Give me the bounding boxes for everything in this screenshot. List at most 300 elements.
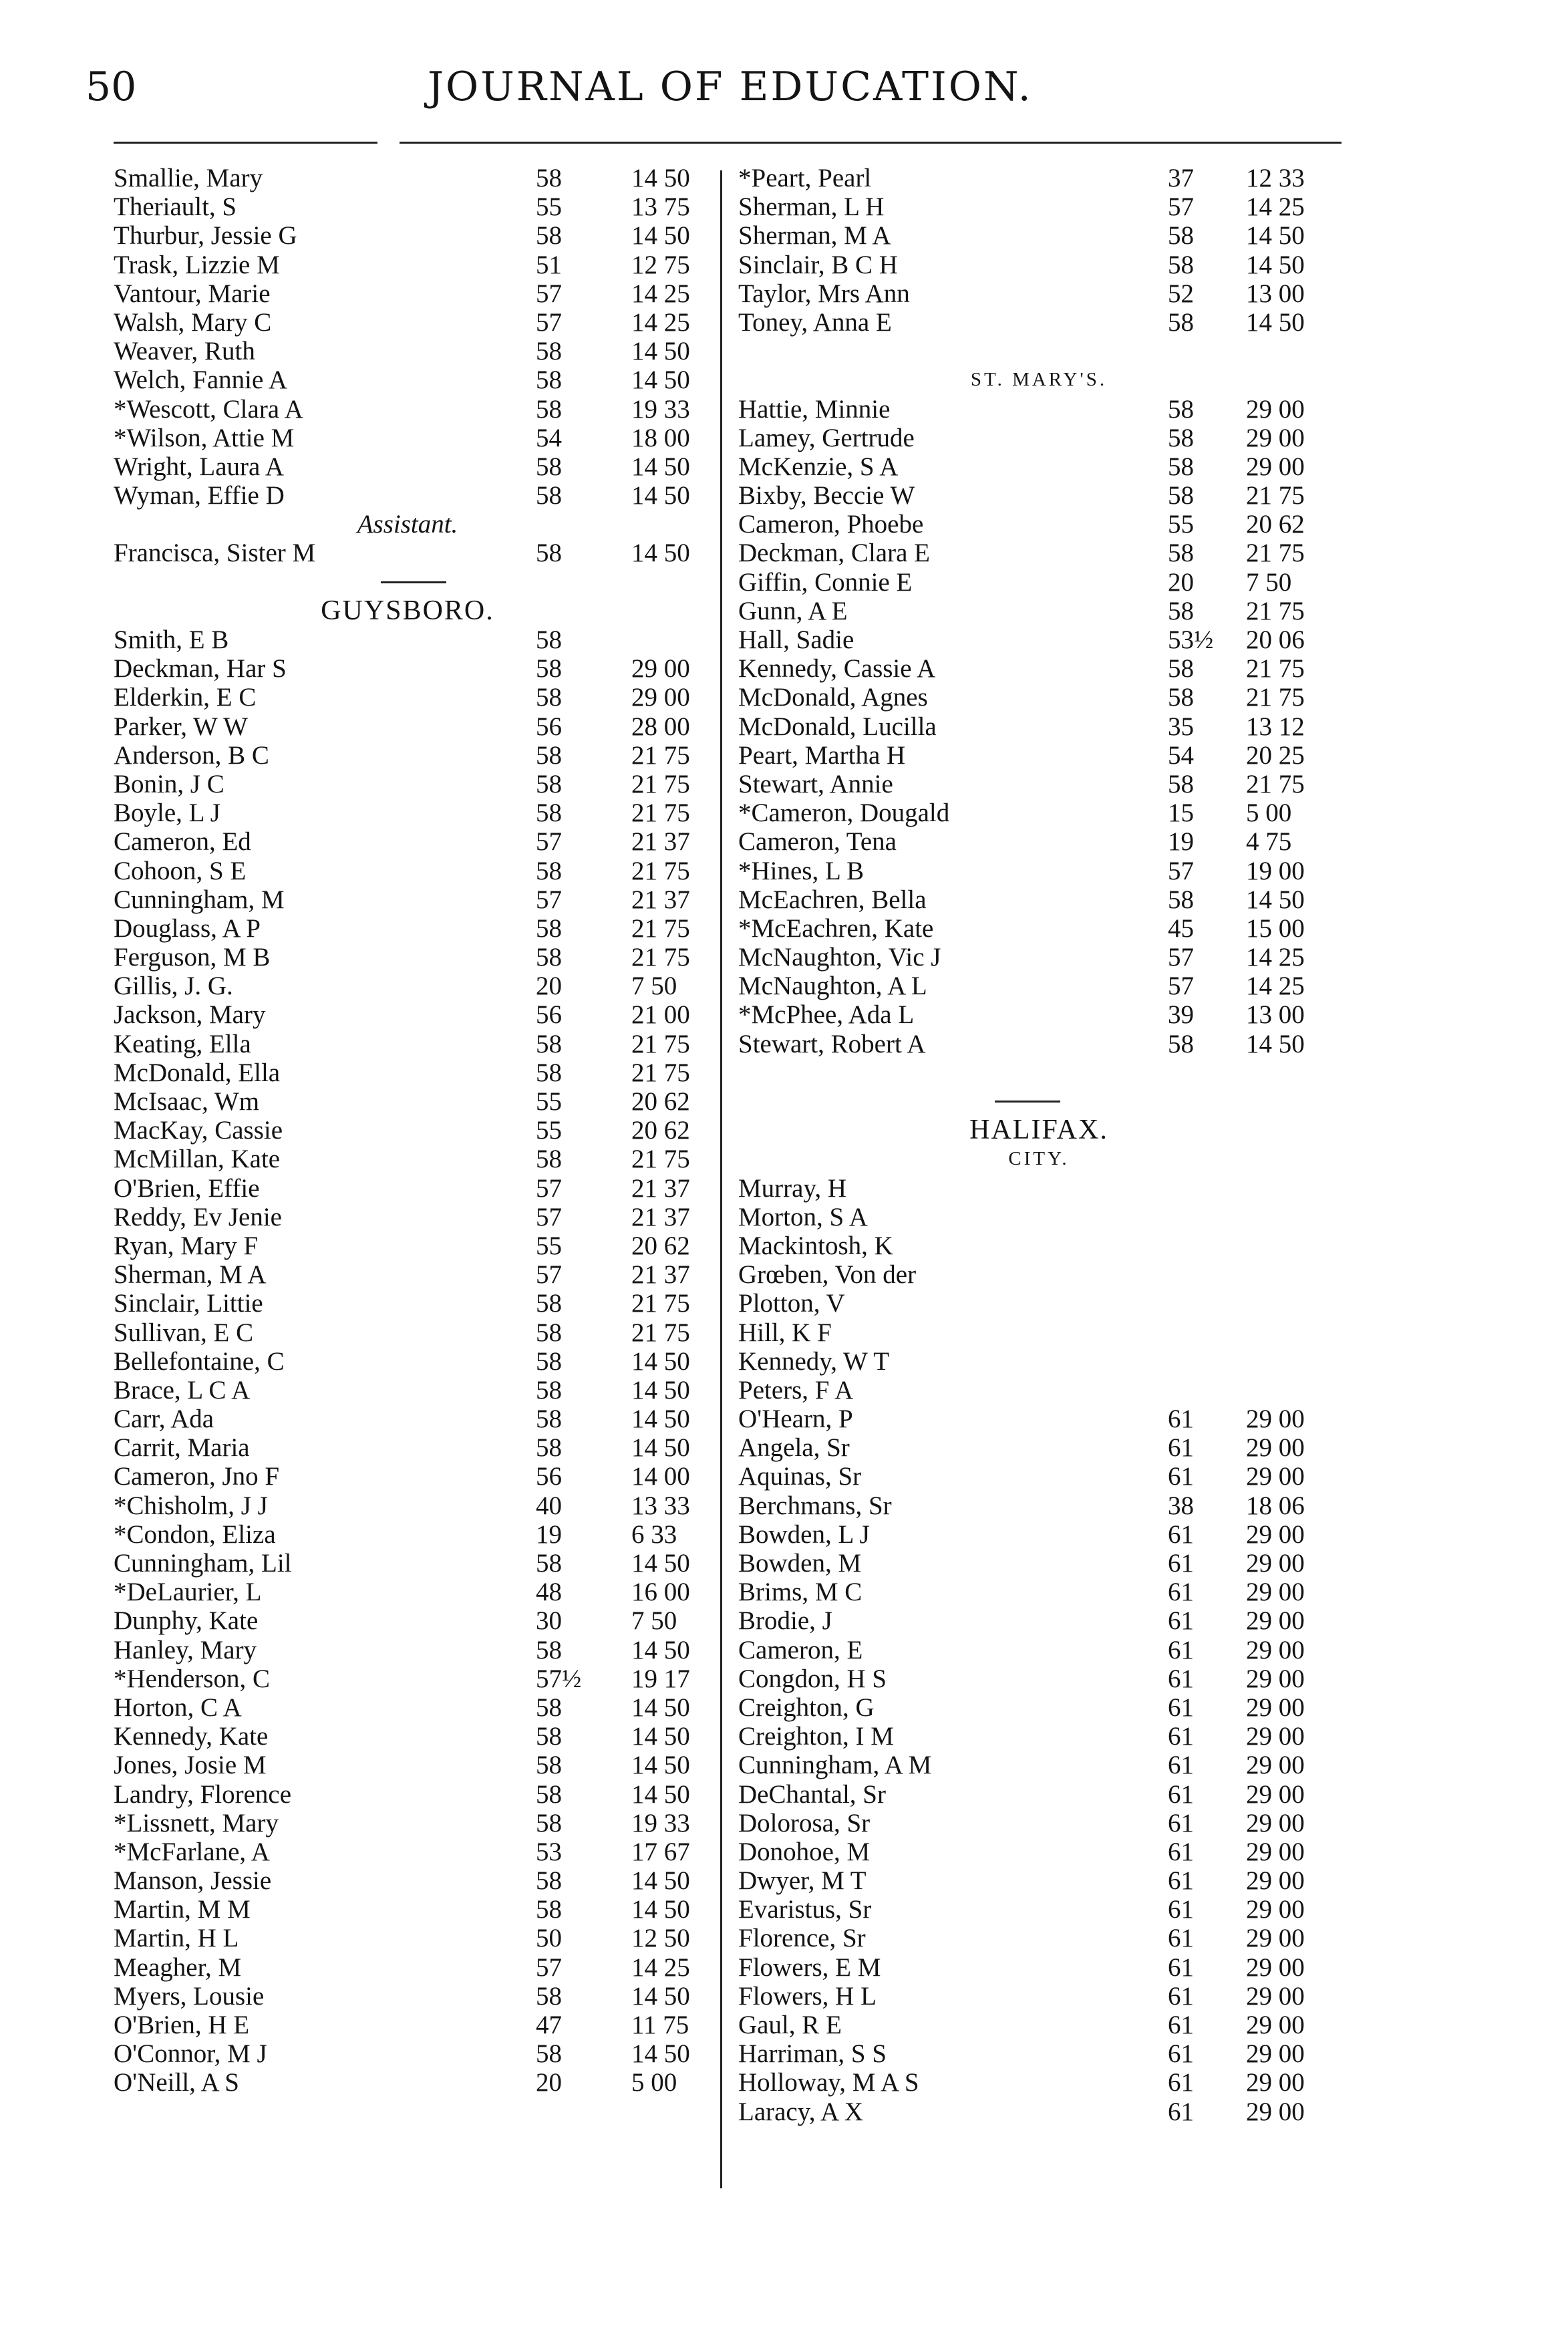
teacher-name: *Cameron, Dougald <box>738 798 950 828</box>
teacher-name: Ryan, Mary F <box>114 1231 259 1260</box>
grant-amount: 29 00 <box>1246 423 1305 452</box>
section-separator <box>738 1087 1340 1116</box>
days-taught: 61 <box>1168 1779 1194 1809</box>
grant-amount: 21 75 <box>631 856 690 885</box>
list-item <box>114 1982 701 2011</box>
teacher-name: Peart, Martha H <box>738 740 906 770</box>
days-taught: 15 <box>1168 798 1194 828</box>
list-item <box>738 1318 1340 1347</box>
grant-amount: 21 75 <box>631 1058 690 1087</box>
days-taught: 55 <box>536 1116 562 1145</box>
days-taught: 61 <box>1168 1606 1194 1636</box>
teacher-name: Douglass, A P <box>114 913 261 943</box>
grant-amount: 7 50 <box>631 972 677 1001</box>
list-item <box>114 1145 701 1173</box>
teacher-name: *Peart, Pearl <box>738 164 872 192</box>
teacher-name: McIsaac, Wm <box>114 1087 260 1116</box>
teacher-name: Holloway, M A S <box>738 2068 919 2097</box>
list-item <box>738 1809 1340 1838</box>
list-item <box>114 1606 701 1635</box>
teacher-name: Hattie, Minnie <box>738 394 891 424</box>
grant-amount: 29 00 <box>1246 1837 1305 1866</box>
grant-amount: 14 50 <box>631 2039 690 2069</box>
teacher-name: Creighton, I M <box>738 1722 894 1751</box>
teacher-name: Brodie, J <box>738 1606 832 1636</box>
grant-amount: 21 75 <box>1246 596 1305 625</box>
teacher-name: O'Hearn, P <box>738 1405 853 1434</box>
teacher-name: Dwyer, M T <box>738 1866 867 1896</box>
days-taught: 61 <box>1168 1924 1194 1953</box>
days-taught: 58 <box>1168 596 1194 625</box>
grant-amount: 13 00 <box>1246 1000 1305 1030</box>
teacher-name: *DeLaurier, L <box>114 1578 262 1607</box>
teacher-name: Martin, H L <box>114 1924 239 1953</box>
teacher-name: Cameron, Tena <box>738 827 897 857</box>
teacher-name: Cunningham, M <box>114 885 285 914</box>
teacher-name: Peters, F A <box>738 1375 854 1405</box>
teacher-name: Sullivan, E C <box>114 1318 254 1347</box>
teacher-name: Taylor, Mrs Ann <box>738 279 910 308</box>
list-item <box>738 452 1340 481</box>
days-taught: 19 <box>536 1519 562 1549</box>
days-taught: 57 <box>536 885 562 914</box>
grant-amount: 14 50 <box>1246 307 1305 337</box>
days-taught: 57 <box>1168 943 1194 972</box>
list-item <box>738 1924 1340 1952</box>
grant-amount: 29 00 <box>1246 2011 1305 2039</box>
section-heading: CITY. <box>1008 1148 1070 1170</box>
teacher-name: Cameron, Phoebe <box>738 510 924 539</box>
days-taught: 45 <box>1168 913 1194 943</box>
header-rule-left <box>114 142 377 144</box>
days-taught: 58 <box>536 1405 562 1434</box>
days-taught: 61 <box>1168 1635 1194 1664</box>
list-item <box>738 885 1340 914</box>
teacher-name: *Condon, Eliza <box>114 1519 276 1549</box>
teacher-name: DeChantal, Sr <box>738 1779 886 1809</box>
list-item <box>114 1693 701 1722</box>
teacher-name: McNaughton, A L <box>738 972 927 1001</box>
teacher-name: Thurbur, Jessie G <box>114 221 297 251</box>
days-taught: 61 <box>1168 1895 1194 1924</box>
grant-amount: 21 75 <box>631 943 690 972</box>
grant-amount: 14 50 <box>1246 250 1305 279</box>
list-item <box>738 1664 1340 1693</box>
header-rule-right <box>400 142 1342 144</box>
teacher-name: Sherman, M A <box>738 221 891 251</box>
page-number: 50 <box>86 63 137 110</box>
grant-amount: 6 33 <box>631 1519 677 1549</box>
grant-amount: 20 62 <box>631 1087 690 1116</box>
list-item <box>738 1722 1340 1751</box>
days-taught: 58 <box>1168 769 1194 798</box>
teacher-name: Congdon, H S <box>738 1664 887 1693</box>
days-taught: 57 <box>1168 192 1194 222</box>
grant-amount: 21 75 <box>1246 654 1305 684</box>
list-item <box>114 683 701 712</box>
section-heading: GUYSBORO. <box>321 595 494 626</box>
teacher-name: Walsh, Mary C <box>114 307 272 337</box>
days-taught: 58 <box>1168 394 1194 424</box>
grant-amount: 29 00 <box>1246 2039 1305 2069</box>
teacher-name: McKenzie, S A <box>738 452 899 481</box>
list-item <box>738 2097 1340 2126</box>
teacher-name: Vantour, Marie <box>114 279 271 308</box>
list-item <box>114 798 701 827</box>
grant-amount: 7 50 <box>631 1606 677 1636</box>
days-taught: 57 <box>536 1173 562 1203</box>
grant-amount: 29 00 <box>1246 1578 1305 1607</box>
days-taught: 61 <box>1168 1837 1194 1866</box>
teacher-name: *Hines, L B <box>738 856 865 885</box>
grant-amount: 14 50 <box>1246 221 1305 251</box>
days-taught: 52 <box>1168 279 1194 308</box>
list-item <box>114 1895 701 1924</box>
list-item <box>738 1462 1340 1491</box>
teacher-name: Manson, Jessie <box>114 1866 272 1896</box>
grant-amount: 14 50 <box>631 539 690 568</box>
days-taught: 58 <box>536 1549 562 1578</box>
days-taught: 57 <box>536 1202 562 1231</box>
list-item <box>114 251 701 279</box>
list-item <box>114 1809 701 1838</box>
list-item <box>114 1405 701 1433</box>
grant-amount: 29 00 <box>1246 1693 1305 1722</box>
grant-amount: 14 50 <box>631 1549 690 1578</box>
days-taught: 61 <box>1168 1952 1194 1982</box>
teacher-name: *Chisholm, J J <box>114 1491 268 1520</box>
days-taught: 54 <box>1168 740 1194 770</box>
grant-amount: 21 75 <box>1246 481 1305 511</box>
list-item <box>738 1174 1340 1203</box>
days-taught: 58 <box>536 481 562 511</box>
list-item <box>114 943 701 972</box>
days-taught: 57 <box>1168 972 1194 1001</box>
teacher-name: *Wilson, Attie M <box>114 423 295 452</box>
teacher-name: Brims, M C <box>738 1578 863 1607</box>
teacher-name: Wyman, Effie D <box>114 481 285 511</box>
list-item <box>738 1866 1340 1895</box>
list-item <box>738 972 1340 1000</box>
list-item <box>114 1174 701 1203</box>
days-taught: 58 <box>536 769 562 798</box>
list-item <box>738 1838 1340 1866</box>
grant-amount: 20 62 <box>631 1116 690 1145</box>
grant-amount: 29 00 <box>1246 1924 1305 1953</box>
grant-amount: 29 00 <box>1246 1866 1305 1896</box>
teacher-name: Stewart, Annie <box>738 769 893 798</box>
grant-amount: 19 17 <box>631 1664 690 1693</box>
teacher-name: Ferguson, M B <box>114 943 271 972</box>
list-item <box>114 1260 701 1289</box>
page-header <box>0 57 1568 117</box>
teacher-name: Gillis, J. G. <box>114 972 233 1001</box>
teacher-name: McDonald, Agnes <box>738 683 928 712</box>
teacher-name: Bowden, L J <box>738 1519 870 1549</box>
right-column <box>738 164 1340 2126</box>
grant-amount: 29 00 <box>1246 1433 1305 1463</box>
teacher-name: McMillan, Kate <box>114 1145 281 1174</box>
teacher-name: *McEachren, Kate <box>738 913 934 943</box>
days-taught: 58 <box>536 1693 562 1722</box>
grant-amount: 20 62 <box>1246 510 1305 539</box>
grant-amount: 13 75 <box>631 192 690 222</box>
days-taught: 58 <box>536 1866 562 1896</box>
days-taught: 55 <box>1168 510 1194 539</box>
list-item <box>114 1549 701 1578</box>
grant-amount: 18 06 <box>1246 1491 1305 1520</box>
list-item <box>738 1549 1340 1578</box>
grant-amount: 11 75 <box>631 2011 689 2039</box>
grant-amount: 29 00 <box>1246 2097 1305 2126</box>
grant-amount: 4 75 <box>1246 827 1292 857</box>
teacher-name: Kennedy, Kate <box>114 1722 269 1751</box>
grant-amount: 29 00 <box>1246 1462 1305 1491</box>
list-item <box>738 1203 1340 1231</box>
grant-amount: 21 75 <box>1246 683 1305 712</box>
days-taught: 20 <box>1168 567 1194 597</box>
list-item <box>114 424 701 452</box>
days-taught: 58 <box>536 654 562 684</box>
grant-amount: 18 00 <box>631 423 690 452</box>
days-taught: 58 <box>536 1635 562 1664</box>
list-item <box>114 1433 701 1462</box>
teacher-name: MacKay, Cassie <box>114 1116 283 1145</box>
list-item <box>114 481 701 510</box>
teacher-name: Kennedy, Cassie A <box>738 654 936 684</box>
list-item <box>114 741 701 770</box>
grant-amount: 13 00 <box>1246 279 1305 308</box>
days-taught: 61 <box>1168 1751 1194 1780</box>
section-heading: HALIFAX. <box>969 1115 1108 1146</box>
list-item <box>738 1491 1340 1520</box>
list-item <box>114 279 701 308</box>
teacher-name: Harriman, S S <box>738 2039 887 2069</box>
column-divider <box>720 170 722 2188</box>
teacher-name: Welch, Fannie A <box>114 366 288 395</box>
teacher-name: Cameron, Jno F <box>114 1462 280 1491</box>
teacher-name: O'Neill, A S <box>114 2068 239 2097</box>
list-item <box>114 1866 701 1895</box>
grant-amount: 15 00 <box>1246 913 1305 943</box>
days-taught: 30 <box>536 1606 562 1636</box>
teacher-name: Lamey, Gertrude <box>738 423 915 452</box>
list-item <box>738 654 1340 683</box>
teacher-name: Theriault, S <box>114 192 237 222</box>
teacher-name: Hanley, Mary <box>114 1635 257 1664</box>
days-taught: 58 <box>536 625 562 654</box>
teacher-name: Sinclair, B C H <box>738 250 898 279</box>
days-taught: 61 <box>1168 1462 1194 1491</box>
list-item <box>738 1636 1340 1664</box>
grant-amount: 21 75 <box>631 740 690 770</box>
grant-amount: 29 00 <box>1246 1405 1305 1434</box>
list-item <box>114 1953 701 1982</box>
grant-amount: 21 37 <box>631 885 690 914</box>
days-taught: 58 <box>1168 885 1194 914</box>
days-taught: 58 <box>536 164 562 192</box>
list-item <box>738 625 1340 654</box>
list-item <box>114 1520 701 1549</box>
grant-amount: 21 37 <box>631 1202 690 1231</box>
days-taught: 58 <box>1168 452 1194 481</box>
grant-amount: 14 25 <box>631 1952 690 1982</box>
teacher-name: Evaristus, Sr <box>738 1895 872 1924</box>
days-taught: 61 <box>1168 1549 1194 1578</box>
teacher-name: Flowers, E M <box>738 1952 881 1982</box>
list-item <box>738 597 1340 625</box>
teacher-name: Trask, Lizzie M <box>114 250 280 279</box>
list-item <box>114 827 701 856</box>
teacher-name: Kennedy, W T <box>738 1346 890 1376</box>
days-taught: 58 <box>536 913 562 943</box>
teacher-name: Myers, Lousie <box>114 1981 265 2011</box>
days-taught: 55 <box>536 1231 562 1260</box>
days-taught: 58 <box>536 683 562 712</box>
grant-amount: 29 00 <box>1246 1664 1305 1693</box>
grant-amount: 14 50 <box>631 164 690 192</box>
grant-amount: 21 75 <box>631 1289 690 1318</box>
grant-amount: 14 50 <box>631 1346 690 1376</box>
list-item <box>114 539 701 567</box>
days-taught: 55 <box>536 192 562 222</box>
days-taught: 58 <box>536 1808 562 1838</box>
days-taught: 61 <box>1168 2068 1194 2097</box>
teacher-name: Florence, Sr <box>738 1924 866 1953</box>
days-taught: 57 <box>536 279 562 308</box>
days-taught: 58 <box>536 1289 562 1318</box>
list-item <box>114 1780 701 1809</box>
list-item <box>114 1924 701 1952</box>
teacher-name: Meagher, M <box>114 1952 242 1982</box>
grant-amount: 14 25 <box>1246 192 1305 222</box>
list-item <box>738 221 1340 250</box>
teacher-name: McNaughton, Vic J <box>738 943 941 972</box>
grant-amount: 29 00 <box>1246 394 1305 424</box>
grant-amount: 14 50 <box>1246 1029 1305 1058</box>
list-item <box>114 1116 701 1145</box>
days-taught: 53 <box>536 1837 562 1866</box>
days-taught: 56 <box>536 1462 562 1491</box>
teacher-name: Brace, L C A <box>114 1375 251 1405</box>
list-item <box>114 1751 701 1779</box>
list-item <box>738 1693 1340 1722</box>
teacher-name: Stewart, Robert A <box>738 1029 926 1058</box>
grant-amount: 14 50 <box>631 1866 690 1896</box>
grant-amount: 14 50 <box>631 1751 690 1780</box>
list-item <box>738 1751 1340 1779</box>
teacher-name: Aquinas, Sr <box>738 1462 862 1491</box>
grant-amount: 19 33 <box>631 1808 690 1838</box>
teacher-name: Parker, W W <box>114 712 248 741</box>
days-taught: 58 <box>536 856 562 885</box>
days-taught: 58 <box>536 337 562 366</box>
list-item <box>114 1289 701 1318</box>
teacher-name: Murray, H <box>738 1173 847 1203</box>
list-item <box>738 2011 1340 2039</box>
teacher-name: Creighton, G <box>738 1693 875 1722</box>
days-taught: 61 <box>1168 2097 1194 2126</box>
list-item <box>114 1664 701 1693</box>
days-taught: 57 <box>536 1260 562 1290</box>
grant-amount: 14 25 <box>631 307 690 337</box>
teacher-name: Flowers, H L <box>738 1981 877 2011</box>
grant-amount: 29 00 <box>1246 1606 1305 1636</box>
teacher-name: Giffin, Connie E <box>738 567 913 597</box>
grant-amount: 16 00 <box>631 1578 690 1607</box>
list-item <box>114 192 701 221</box>
days-taught: 56 <box>536 1000 562 1030</box>
teacher-name: Cohoon, S E <box>114 856 247 885</box>
list-item <box>114 770 701 798</box>
list-item <box>738 1030 1340 1058</box>
list-item <box>738 539 1340 567</box>
days-taught: 58 <box>1168 423 1194 452</box>
grant-amount: 29 00 <box>1246 1751 1305 1780</box>
days-taught: 47 <box>536 2011 562 2039</box>
grant-amount: 14 50 <box>631 481 690 511</box>
grant-amount: 14 50 <box>631 221 690 251</box>
grant-amount: 29 00 <box>1246 2068 1305 2097</box>
days-taught: 57 <box>536 307 562 337</box>
days-taught: 58 <box>1168 539 1194 568</box>
days-taught: 58 <box>536 221 562 251</box>
section-separator <box>114 568 701 597</box>
grant-amount: 29 00 <box>1246 1519 1305 1549</box>
days-taught: 58 <box>536 1346 562 1376</box>
list-item <box>114 1087 701 1116</box>
list-item <box>738 914 1340 943</box>
days-taught: 58 <box>1168 250 1194 279</box>
grant-amount: 29 00 <box>631 683 690 712</box>
teacher-name: McDonald, Lucilla <box>738 712 937 741</box>
days-taught: 61 <box>1168 1578 1194 1607</box>
list-item <box>114 914 701 943</box>
grant-amount: 14 50 <box>631 366 690 395</box>
grant-amount: 29 00 <box>1246 1895 1305 1924</box>
days-taught: 61 <box>1168 1519 1194 1549</box>
grant-amount: 29 00 <box>631 654 690 684</box>
teacher-name: Carr, Ada <box>114 1405 214 1434</box>
days-taught: 57 <box>536 827 562 857</box>
days-taught: 20 <box>536 972 562 1001</box>
days-taught: 35 <box>1168 712 1194 741</box>
list-item <box>114 625 701 654</box>
list-item <box>738 1953 1340 1982</box>
teacher-name: *Lissnett, Mary <box>114 1808 279 1838</box>
teacher-name: Hill, K F <box>738 1318 832 1347</box>
teacher-name: *Henderson, C <box>114 1664 270 1693</box>
list-item <box>114 1347 701 1376</box>
list-item <box>738 1606 1340 1635</box>
days-taught: 58 <box>1168 307 1194 337</box>
list-item <box>738 1260 1340 1289</box>
grant-amount: 14 50 <box>631 337 690 366</box>
list-item <box>738 2039 1340 2068</box>
grant-amount: 14 50 <box>631 1693 690 1722</box>
list-item <box>738 510 1340 539</box>
teacher-name: Bonin, J C <box>114 769 224 798</box>
teacher-name: Laracy, A X <box>738 2097 863 2126</box>
grant-amount: 14 50 <box>631 1981 690 2011</box>
days-taught: 58 <box>536 943 562 972</box>
grant-amount: 13 12 <box>1246 712 1305 741</box>
list-item <box>114 1838 701 1866</box>
list-item <box>738 1000 1340 1029</box>
list-item <box>114 857 701 885</box>
teacher-name: Grœben, Von der <box>738 1260 917 1290</box>
teacher-name: Cameron, Ed <box>114 827 251 857</box>
